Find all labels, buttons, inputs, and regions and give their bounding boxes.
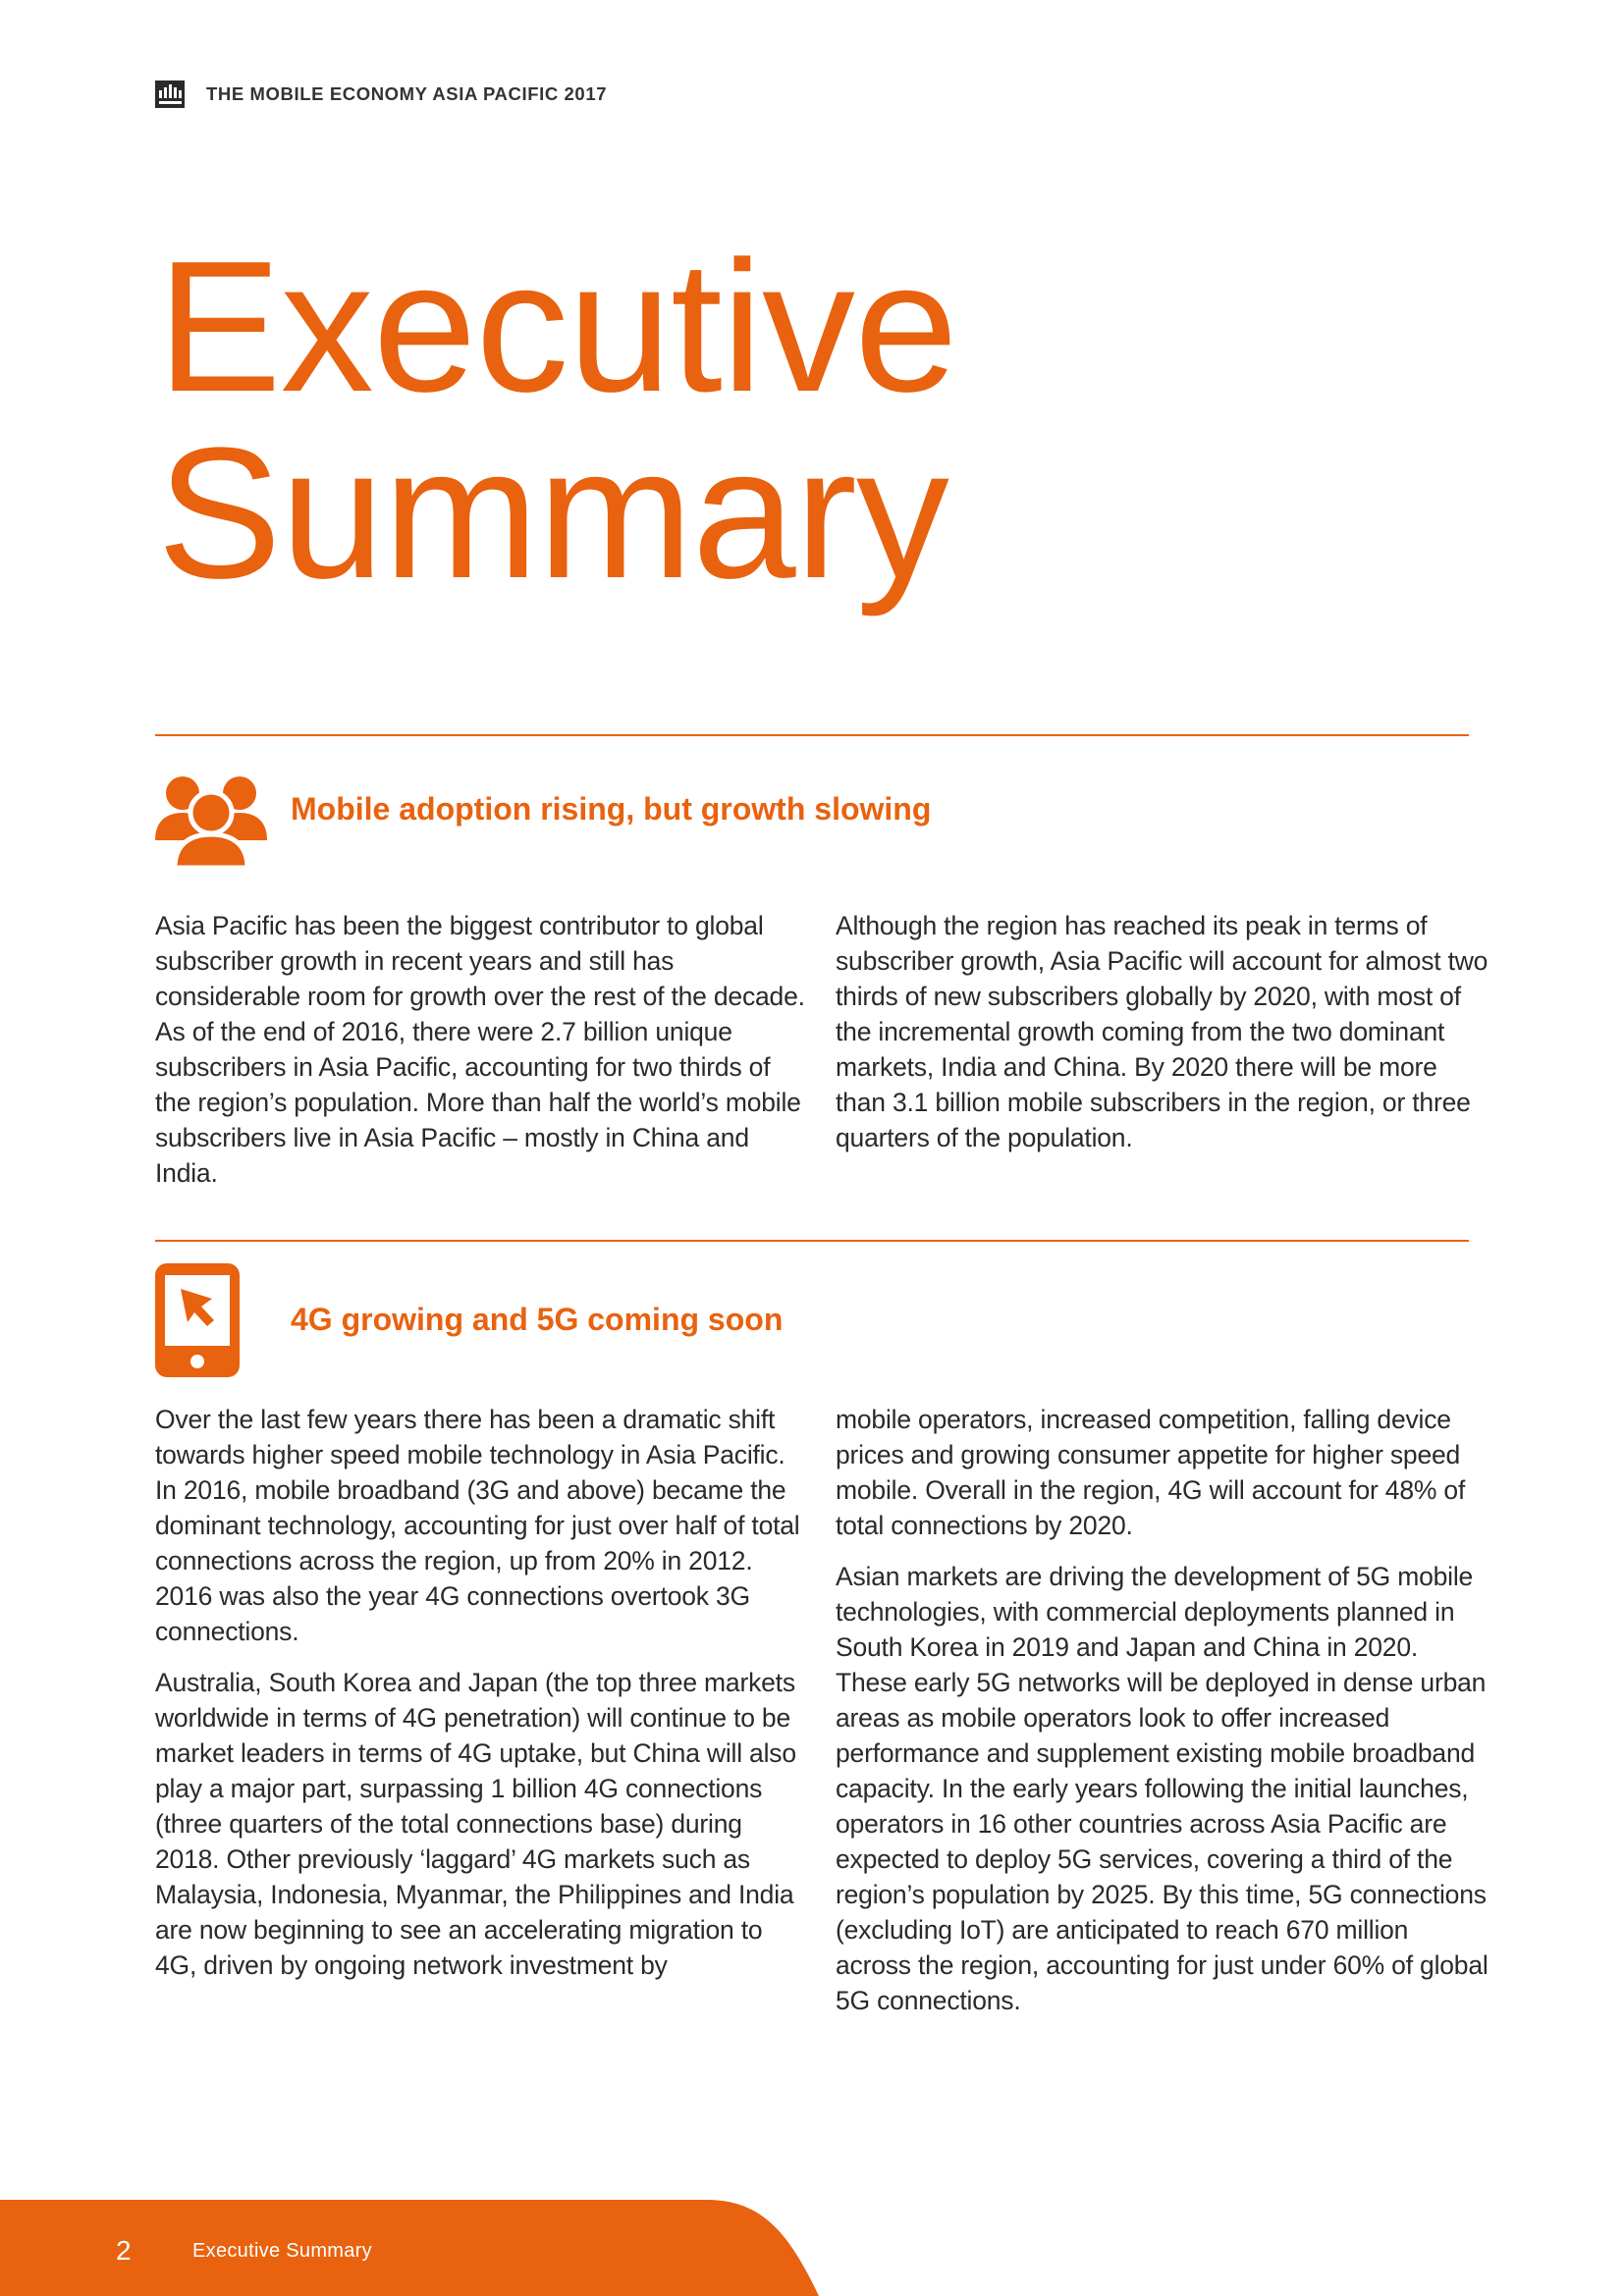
section-divider	[155, 1240, 1469, 1242]
section-divider	[155, 734, 1469, 736]
page-number: 2	[116, 2235, 132, 2266]
page-title-line-1: Executive	[157, 223, 957, 431]
section-1-right-column	[836, 908, 1489, 1155]
footer-section-name: Executive Summary	[192, 2240, 372, 2262]
document-header-title: THE MOBILE ECONOMY ASIA PACIFIC 2017	[206, 83, 608, 104]
section-heading-mobile-adoption: Mobile adoption rising, but growth slowing	[291, 791, 932, 827]
paragraph: Asia Pacific has been the biggest contributor to global subscriber growth in recent years and still has considerable room for growth over the rest of the decade. As of the end of 2016, there were 2.7 billion unique subscribers in Asia Pacific, accounting for two thirds of the region’s population. More than half the world’s mobile subscribers live in Asia Pacific – mostly in China and India.	[155, 911, 805, 1188]
page-title	[157, 223, 957, 617]
paragraph: Although the region has reached its peak in terms of subscriber growth, Asia Pacific will account for almost two thirds of new subscribers globally by 2020, with most of the incremental growth coming from the two dominant markets, India and China. By 2020 there will be more than 3.1 billion mobile subscribers in the region, or three quarters of the population.	[836, 911, 1489, 1152]
people-icon	[153, 770, 269, 868]
gsma-logo-icon	[155, 80, 185, 108]
section-2-left-column	[155, 1402, 809, 1983]
section-heading-4g-5g: 4G growing and 5G coming soon	[291, 1302, 784, 1337]
document-header	[155, 79, 607, 110]
paragraph: Over the last few years there has been a dramatic shift towards higher speed mobile technology in Asia Pacific. In 2016, mobile broadband (3G and above) became the dominant technology, accounting for just over half of total connections across the region, up from 20% in 2012. 2016 was also the year 4G connections overtook 3G connections.	[155, 1405, 800, 1646]
paragraph: mobile operators, increased competition, falling device prices and growing consumer appetite for higher speed mobile. Overall in the region, 4G will account for 48% of total connections by 2020.	[836, 1405, 1466, 1540]
section-2-right-column	[836, 1402, 1489, 2018]
page-title-line-2: Summary	[157, 409, 948, 617]
footer-band	[0, 2200, 1624, 2296]
paragraph: Asian markets are driving the development of 5G mobile technologies, with commercial deployments planned in South Korea in 2019 and Japan and China in 2020. These early 5G networks will be deployed in dense urban areas as mobile operators look to offer increased performance and supplement existing mobile broadband capacity. In the early years following the initial launches, operators in 16 other countries across Asia Pacific are expected to deploy 5G services, covering a third of the region’s population by 2025. By this time, 5G connections (excluding IoT) are anticipated to reach 670 million across the region, accounting for just under 60% of global 5G connections.	[836, 1562, 1489, 2015]
tablet-cursor-icon	[155, 1263, 240, 1377]
paragraph: Australia, South Korea and Japan (the top three markets worldwide in terms of 4G penetration) will continue to be market leaders in terms of 4G uptake, but China will also play a major part, surpassing 1 billion 4G connections (three quarters of the total connections base) during 2018. Other previously ‘laggard’ 4G markets such as Malaysia, Indonesia, Myanmar, the Philippines and India are now beginning to see an accelerating migration to 4G, driven by ongoing network investment by	[155, 1668, 796, 1980]
section-1-left-column	[155, 908, 809, 1191]
